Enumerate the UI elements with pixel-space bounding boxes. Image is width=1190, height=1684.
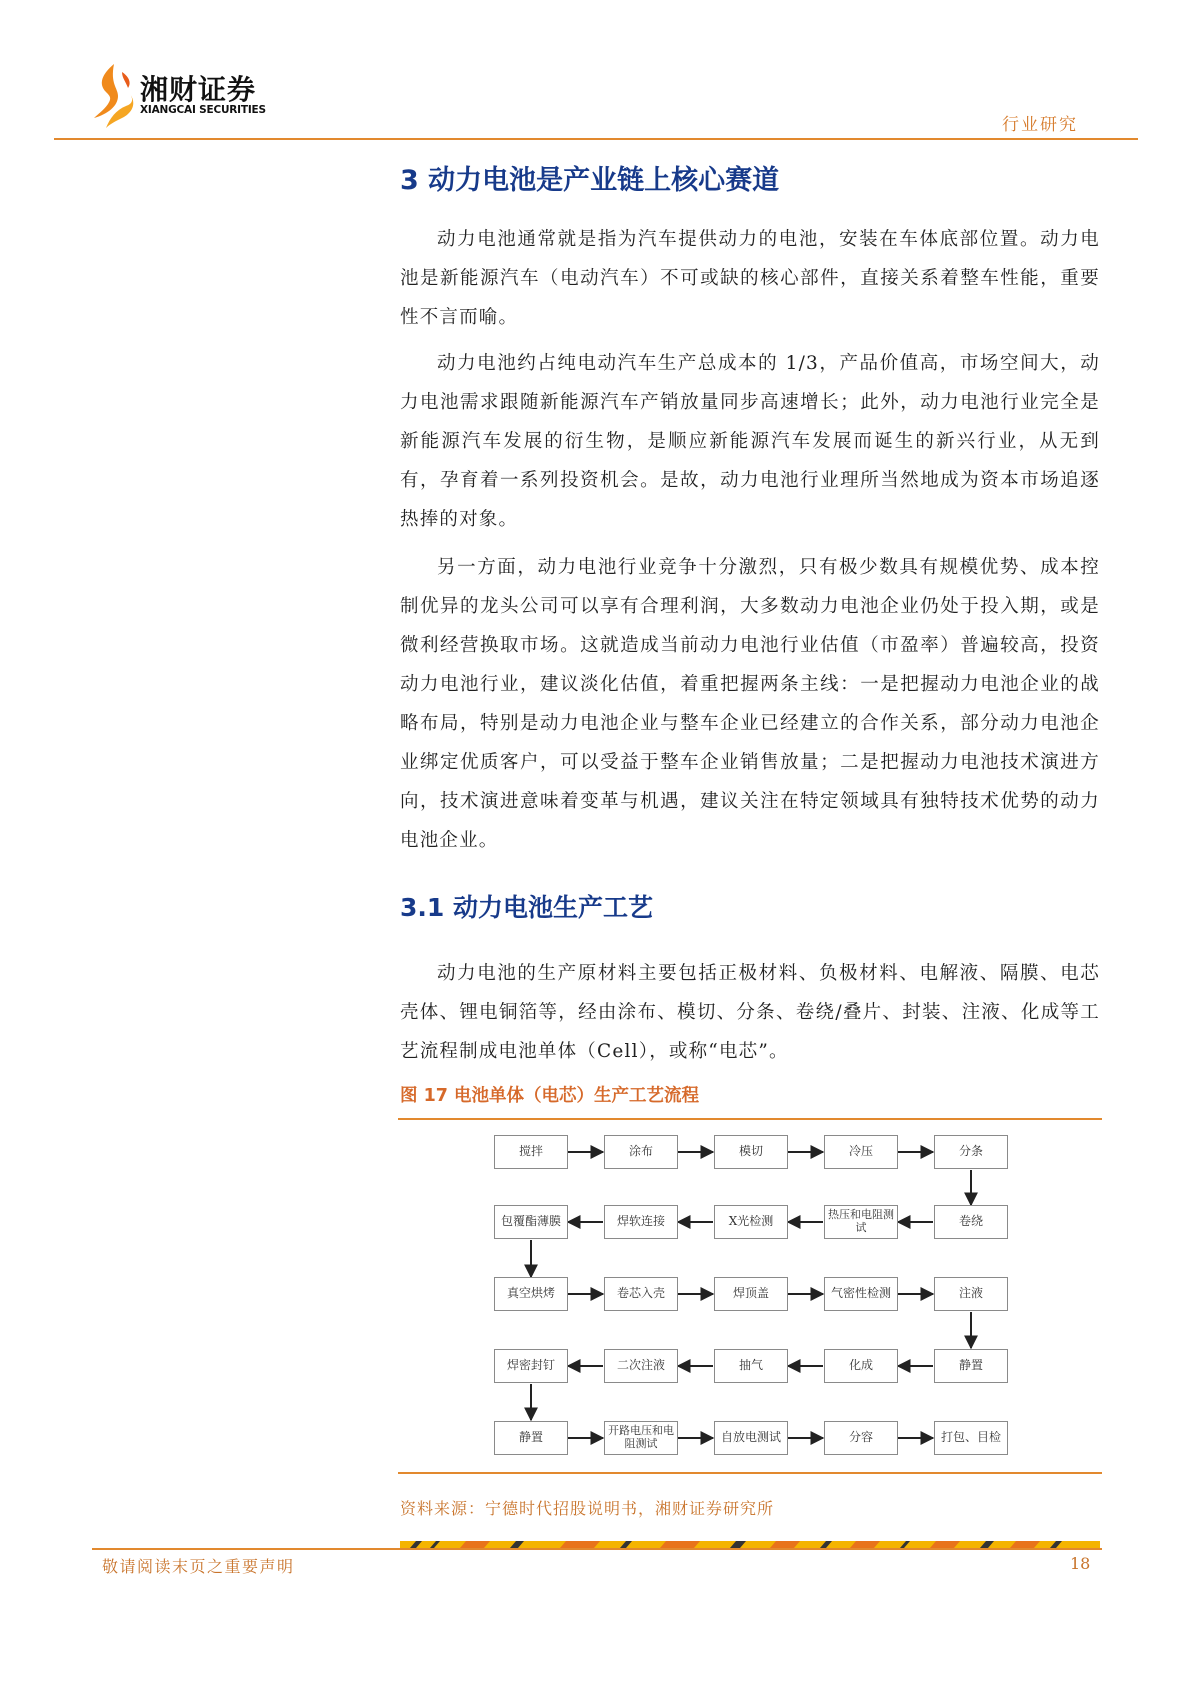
flow-step-air-tightness-test: 气密性检测 [824,1277,898,1311]
page-number: 18 [1070,1554,1091,1573]
flow-step-second-injection: 二次注液 [604,1349,678,1383]
company-logo-name: 湘财证券 [140,73,257,106]
flow-step-coating: 涂布 [604,1135,678,1169]
body-paragraph-3: 另一方面，动力电池行业竞争十分激烈，只有极少数具有规模优势、成本控制优异的龙头公司可以享有合理利润，大多数动力电池企业仍处于投入期，或是微利经营换取市场。这就造成当前动力电池行业估值（市盈率）普遍较高，投资动力电池行业，建议淡化估值，着重把握两条主线：一是把握动力电池企业的战略布局，特别是动力电池企业与整车企业已经建立的合作关系，部分动力电池企业绑定优质客户，可以受益于整车企业销售放量；二是把握动力电池技术演进方向，技术演进意味着变革与机遇，建议关注在特定领域具有独特技术优势的动力电池企业。 [400,557,1100,851]
flow-step-vacuum-baking: 真空烘烤 [494,1277,568,1311]
flow-step-resting-1: 静置 [934,1349,1008,1383]
flow-step-soft-connection-welding: 焊软连接 [604,1205,678,1239]
footer-divider [92,1548,1102,1550]
company-logo-mark [92,62,136,130]
figure-source: 资料来源：宁德时代招股说明书，湘财证券研究所 [400,1499,775,1518]
flow-step-core-insertion: 卷芯入壳 [604,1277,678,1311]
figure-title: 图 17 电池单体（电芯）生产工艺流程 [400,1086,700,1106]
company-logo-english: XIANGCAI SECURITIES [140,104,266,116]
flow-step-resting-2: 静置 [494,1421,568,1455]
flow-step-ocv-resistance-test: 开路电压和电阻测试 [604,1421,678,1455]
figure-top-rule [398,1118,1102,1120]
flow-step-cold-pressing: 冷压 [824,1135,898,1169]
footer-decorative-stripe [400,1541,1100,1548]
figure-bottom-rule [398,1472,1102,1474]
section-heading: 3 动力电池是产业链上核心赛道 [400,165,780,196]
flow-step-top-cover-welding: 焊顶盖 [714,1277,788,1311]
header-divider [54,138,1138,140]
flow-step-packing-inspection: 打包、目检 [934,1421,1008,1455]
flow-step-film-wrapping: 包覆酯薄膜 [494,1205,568,1239]
disclaimer-note: 敬请阅读末页之重要声明 [102,1557,295,1576]
flow-step-winding: 卷绕 [934,1205,1008,1239]
flow-step-hot-press-resistance-test: 热压和电阻测试 [824,1205,898,1239]
flow-step-xray-inspection: X光检测 [714,1205,788,1239]
report-type-label: 行业研究 [1002,115,1078,135]
flow-step-mixing: 搅拌 [494,1135,568,1169]
flow-step-self-discharge-test: 自放电测试 [714,1421,788,1455]
flow-step-slitting: 分条 [934,1135,1008,1169]
flow-step-electrolyte-injection: 注液 [934,1277,1008,1311]
flow-step-seal-nail-welding: 焊密封钉 [494,1349,568,1383]
flow-step-degassing: 抽气 [714,1349,788,1383]
subsection-heading: 3.1 动力电池生产工艺 [400,893,653,922]
body-paragraph-2: 动力电池约占纯电动汽车生产总成本的 1/3，产品价值高，市场空间大，动力电池需求跟随新能源汽车产销放量同步高速增长；此外，动力电池行业完全是新能源汽车发展的衍生物，是顺应新能源汽车发展而诞生的新兴行业，从无到有，孕育着一系列投资机会。是故，动力电池行业理所当然地成为资本市场追逐热捧的对象。 [400,353,1100,530]
body-paragraph-4: 动力电池的生产原材料主要包括正极材料、负极材料、电解液、隔膜、电芯壳体、锂电铜箔等，经由涂布、模切、分条、卷绕/叠片、封装、注液、化成等工艺流程制成电池单体（Cell），或称“电芯”。 [400,963,1100,1062]
flow-step-formation: 化成 [824,1349,898,1383]
flow-step-capacity-grading: 分容 [824,1421,898,1455]
flow-step-die-cutting: 模切 [714,1135,788,1169]
body-paragraph-1: 动力电池通常就是指为汽车提供动力的电池，安装在车体底部位置。动力电池是新能源汽车（电动汽车）不可或缺的核心部件，直接关系着整车性能，重要性不言而喻。 [400,229,1100,328]
